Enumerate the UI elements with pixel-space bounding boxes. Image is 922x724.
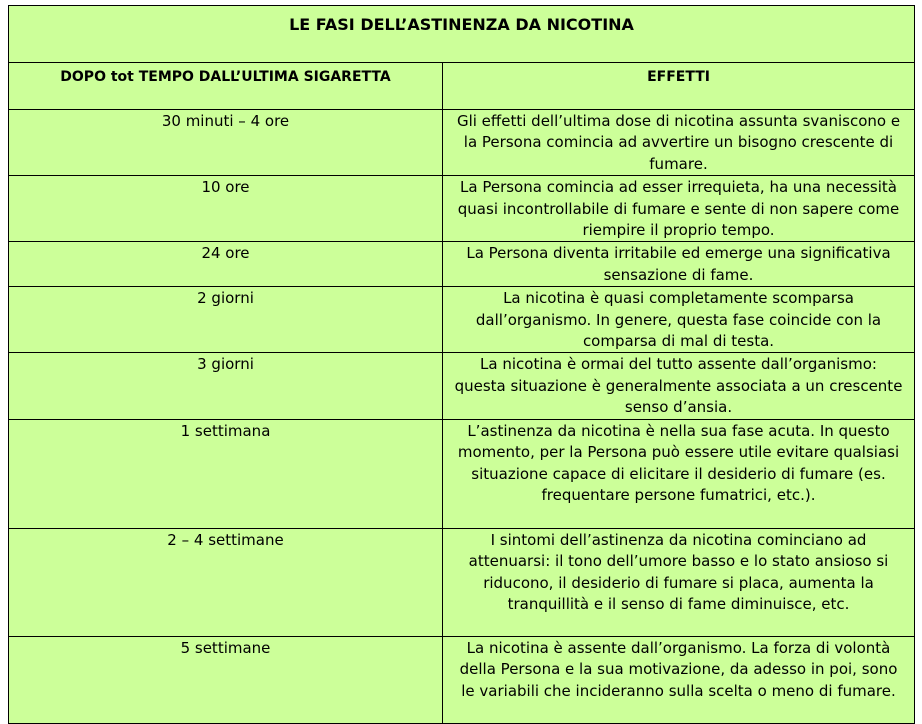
row-effect: La nicotina è assente dall’organismo. La forza di volontà della Persona e la sua motivazione, da adesso in poi, sono le variabili che incideranno sulla scelta o meno di fumare. bbox=[443, 636, 915, 723]
table-row bbox=[9, 353, 915, 419]
table-row bbox=[9, 110, 915, 176]
header-time: DOPO tot TEMPO DALL’ULTIMA SIGARETTA bbox=[9, 63, 443, 110]
row-time: 10 ore bbox=[9, 176, 443, 242]
row-time: 2 giorni bbox=[9, 287, 443, 353]
table-row bbox=[9, 419, 915, 528]
title-row bbox=[9, 6, 915, 63]
nicotine-withdrawal-table bbox=[8, 5, 915, 724]
table-row bbox=[9, 242, 915, 287]
row-time: 2 – 4 settimane bbox=[9, 528, 443, 636]
row-effect: La Persona diventa irritabile ed emerge una significativa sensazione di fame. bbox=[443, 242, 915, 287]
row-time: 1 settimana bbox=[9, 419, 443, 528]
table-row bbox=[9, 287, 915, 353]
row-effect: Gli effetti dell’ultima dose di nicotina assunta svaniscono e la Persona comincia ad avvertire un bisogno crescente di fumare. bbox=[443, 110, 915, 176]
table-title: LE FASI DELL’ASTINENZA DA NICOTINA bbox=[9, 6, 915, 63]
table-row bbox=[9, 176, 915, 242]
row-effect: I sintomi dell’astinenza da nicotina cominciano ad attenuarsi: il tono dell’umore basso e lo stato ansioso si riducono, il desiderio di fumare si placa, aumenta la tranquillità e il senso di fame diminuisce, etc. bbox=[443, 528, 915, 636]
row-effect: La nicotina è ormai del tutto assente dall’organismo: questa situazione è generalmente associata a un crescente senso d’ansia. bbox=[443, 353, 915, 419]
row-effect: La Persona comincia ad esser irrequieta, ha una necessità quasi incontrollabile di fumare e sente di non sapere come riempire il proprio tempo. bbox=[443, 176, 915, 242]
table-row bbox=[9, 528, 915, 636]
header-row bbox=[9, 63, 915, 110]
row-time: 3 giorni bbox=[9, 353, 443, 419]
row-time: 24 ore bbox=[9, 242, 443, 287]
table-row bbox=[9, 636, 915, 723]
row-time: 30 minuti – 4 ore bbox=[9, 110, 443, 176]
row-time: 5 settimane bbox=[9, 636, 443, 723]
row-effect: La nicotina è quasi completamente scomparsa dall’organismo. In genere, questa fase coincide con la comparsa di mal di testa. bbox=[443, 287, 915, 353]
header-effects: EFFETTI bbox=[443, 63, 915, 110]
row-effect: L’astinenza da nicotina è nella sua fase acuta. In questo momento, per la Persona può essere utile evitare qualsiasi situazione capace di elicitare il desiderio di fumare (es. frequentare persone fumatrici, etc.). bbox=[443, 419, 915, 528]
